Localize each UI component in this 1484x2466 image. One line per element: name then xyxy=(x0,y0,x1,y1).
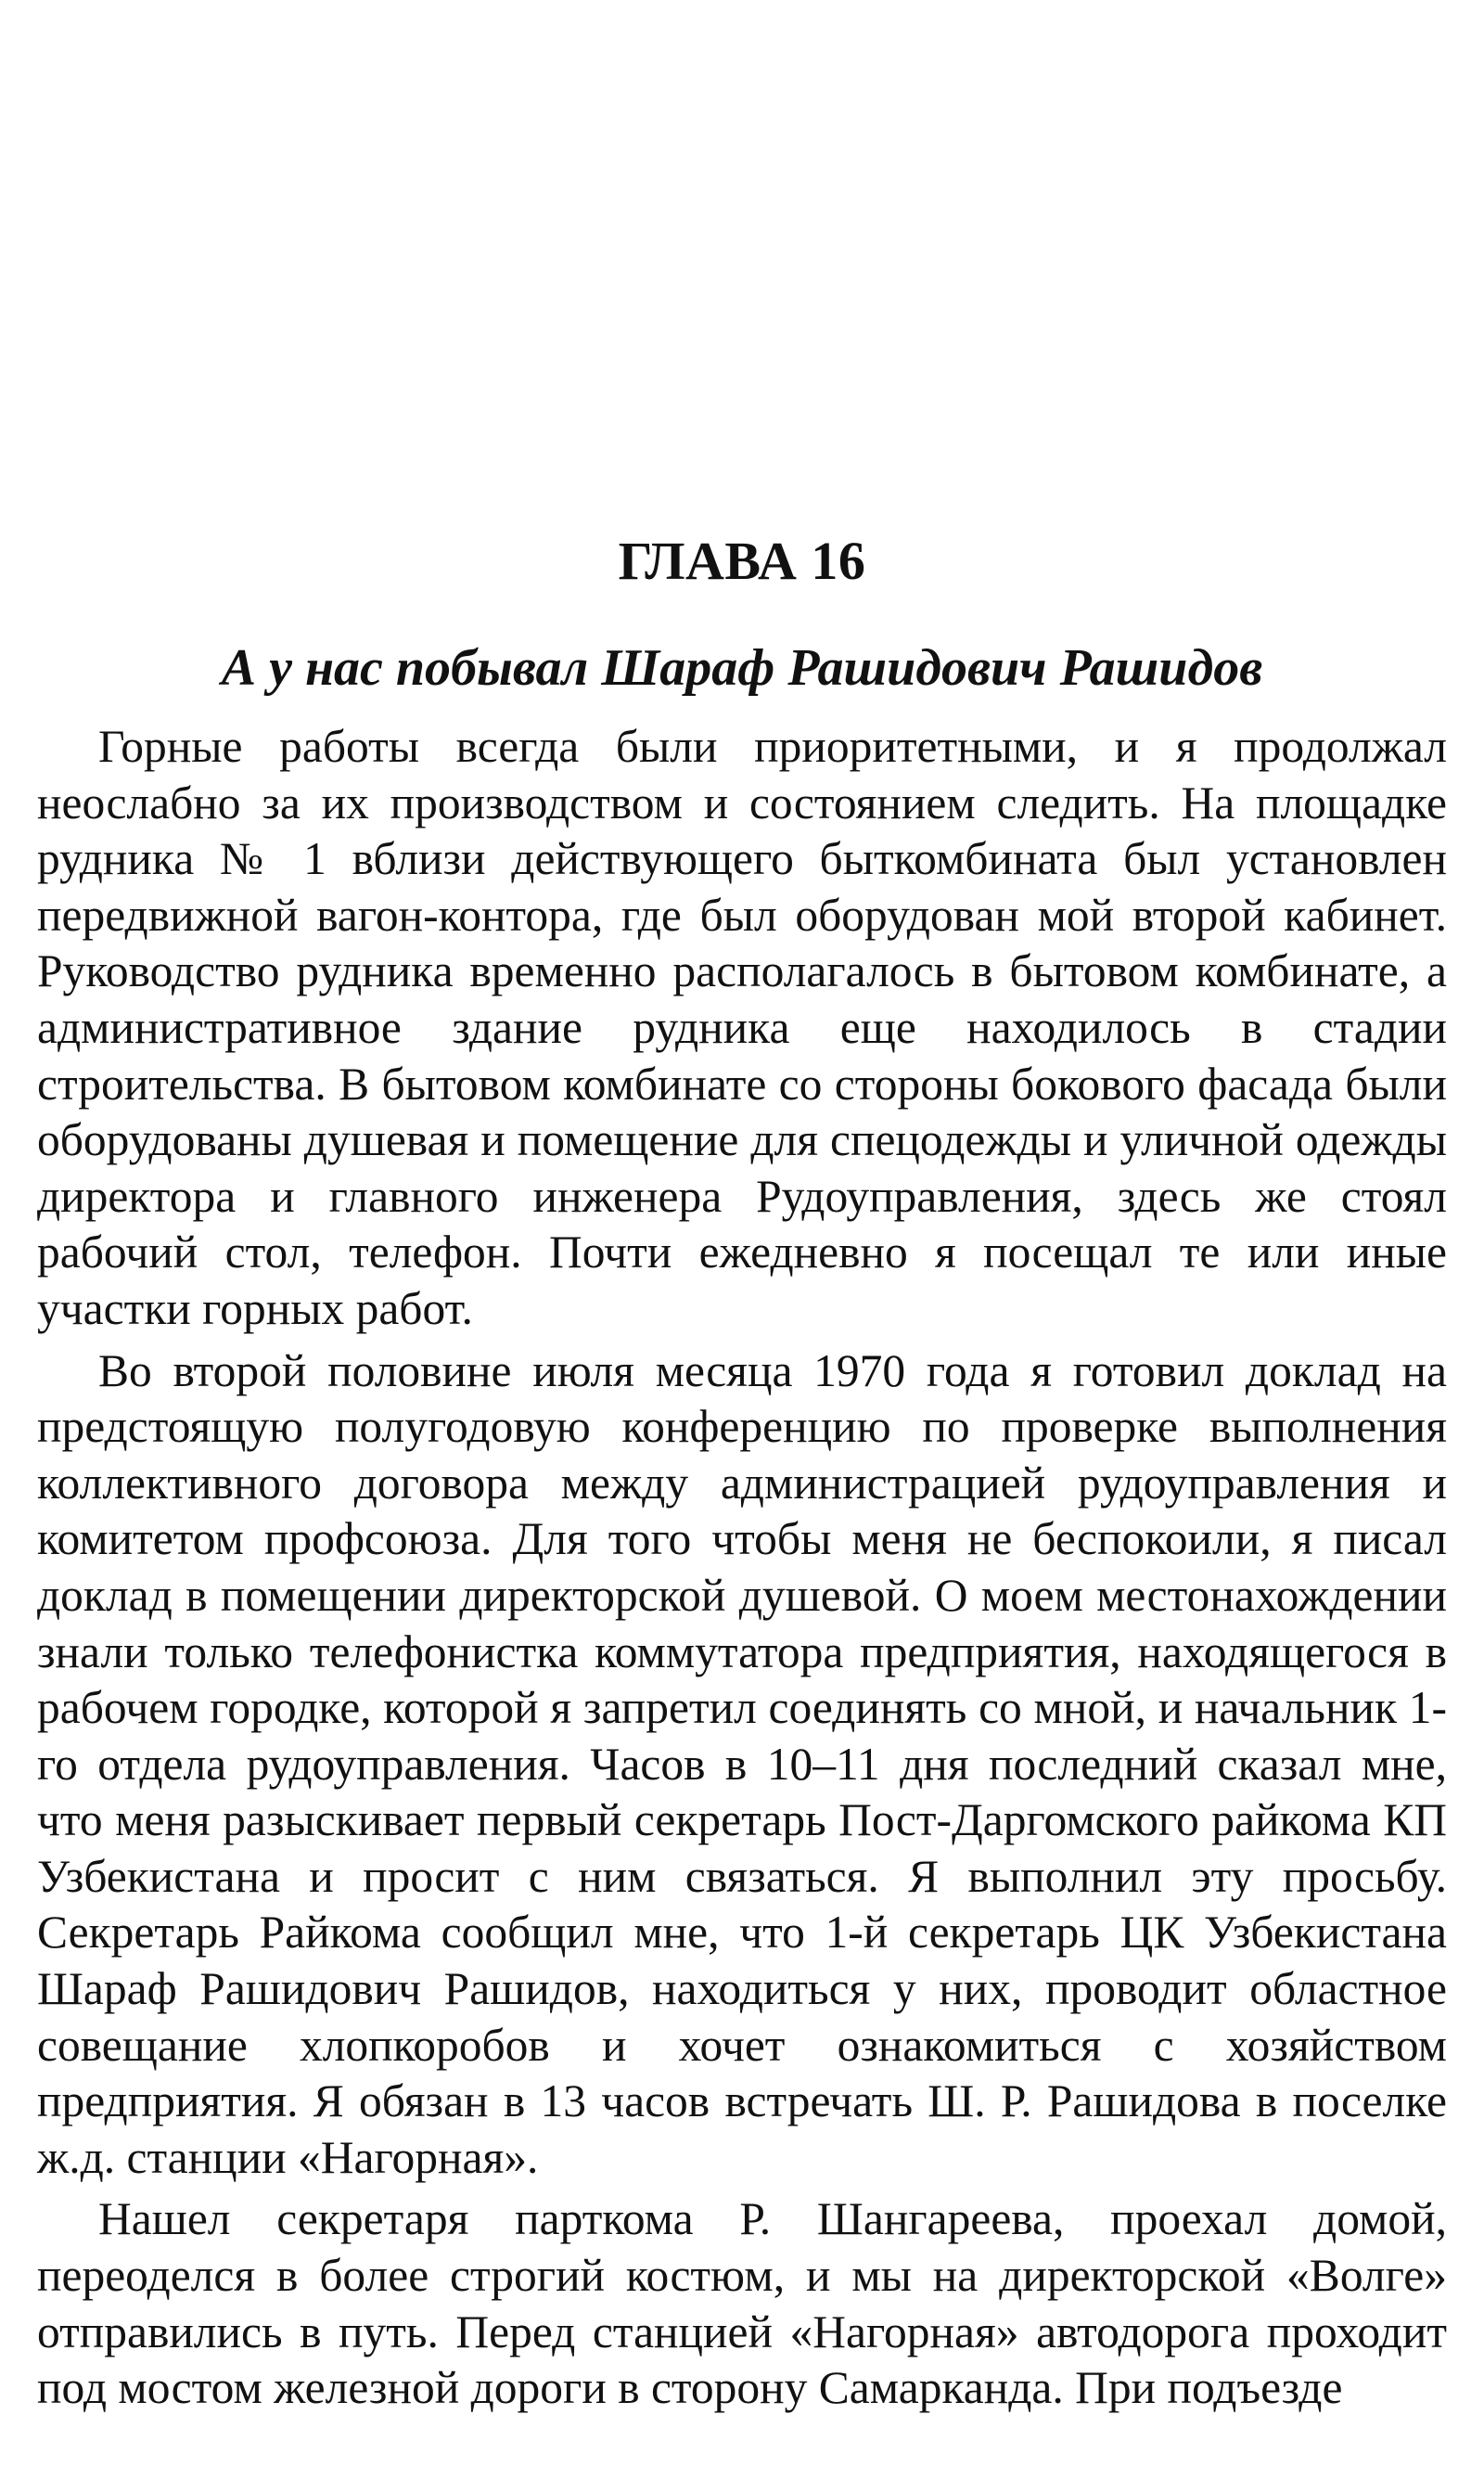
paragraph: Нашел секретаря парткома Р. Шангареева, проехал домой, переоделся в более строгий костюм, и мы на директорской «Волге» отправились в путь. Перед станцией «Нагорная» автодорога проходит под мостом железной дороги в сторону Самарканда. При подъезде xyxy=(37,2193,1447,2414)
chapter-subtitle: А у нас побывал Шараф Рашидович Рашидов xyxy=(221,639,1263,698)
paragraph: Горные работы всегда были приоритетными, и я продолжал неослабно за их производством и состоянием следить. На площадке рудника № 1 вблизи действующего быткомбината был установлен передвижной вагон-контора, где был оборудован мой второй кабинет. Руководство рудника временно располагалось в бытовом комбинате, а административное здание рудника еще находилось в стадии строительства. В бытовом комбинате со стороны бокового фасада были оборудованы душевая и помещение для спецодежды и уличной одежды директора и главного инженера Рудоуправления, здесь же стоял рабочий стол, телефон. Почти ежедневно я посещал те или иные участки горных работ. xyxy=(37,721,1447,1334)
chapter-title: ГЛАВА 16 xyxy=(618,530,866,591)
chapter-body xyxy=(37,719,1447,2422)
paragraph: Во второй половине июля месяца 1970 года я готовил доклад на предстоящую полугодовую конференцию по проверке выполнения коллективного договора между администрацией рудоуправления и комитетом профсоюза. Для того чтобы меня не беспокоили, я писал доклад в помещении директорской душевой. О моем местонахождении знали только телефонистка коммутатора предприятия, находящегося в рабочем городке, которой я запретил соединять со мной, и начальник 1-го отдела рудоуправления. Часов в 10–11 дня последний сказал мне, что меня разыскивает первый секретарь Пост-Даргомского райкома КП Узбекистана и просит с ним связаться. Я выполнил эту просьбу. Секретарь Райкома сообщил мне, что 1-й секретарь ЦК Узбекистана Шараф Рашидович Рашидов, находиться у них, проводит областное совещание хлопкоробов и хочет ознакомиться с хозяйством предприятия. Я обязан в 13 часов встречать Ш. Р. Рашидова в поселке ж.д. станции «Нагорная». xyxy=(37,1344,1447,2183)
book-page xyxy=(37,0,1447,2466)
